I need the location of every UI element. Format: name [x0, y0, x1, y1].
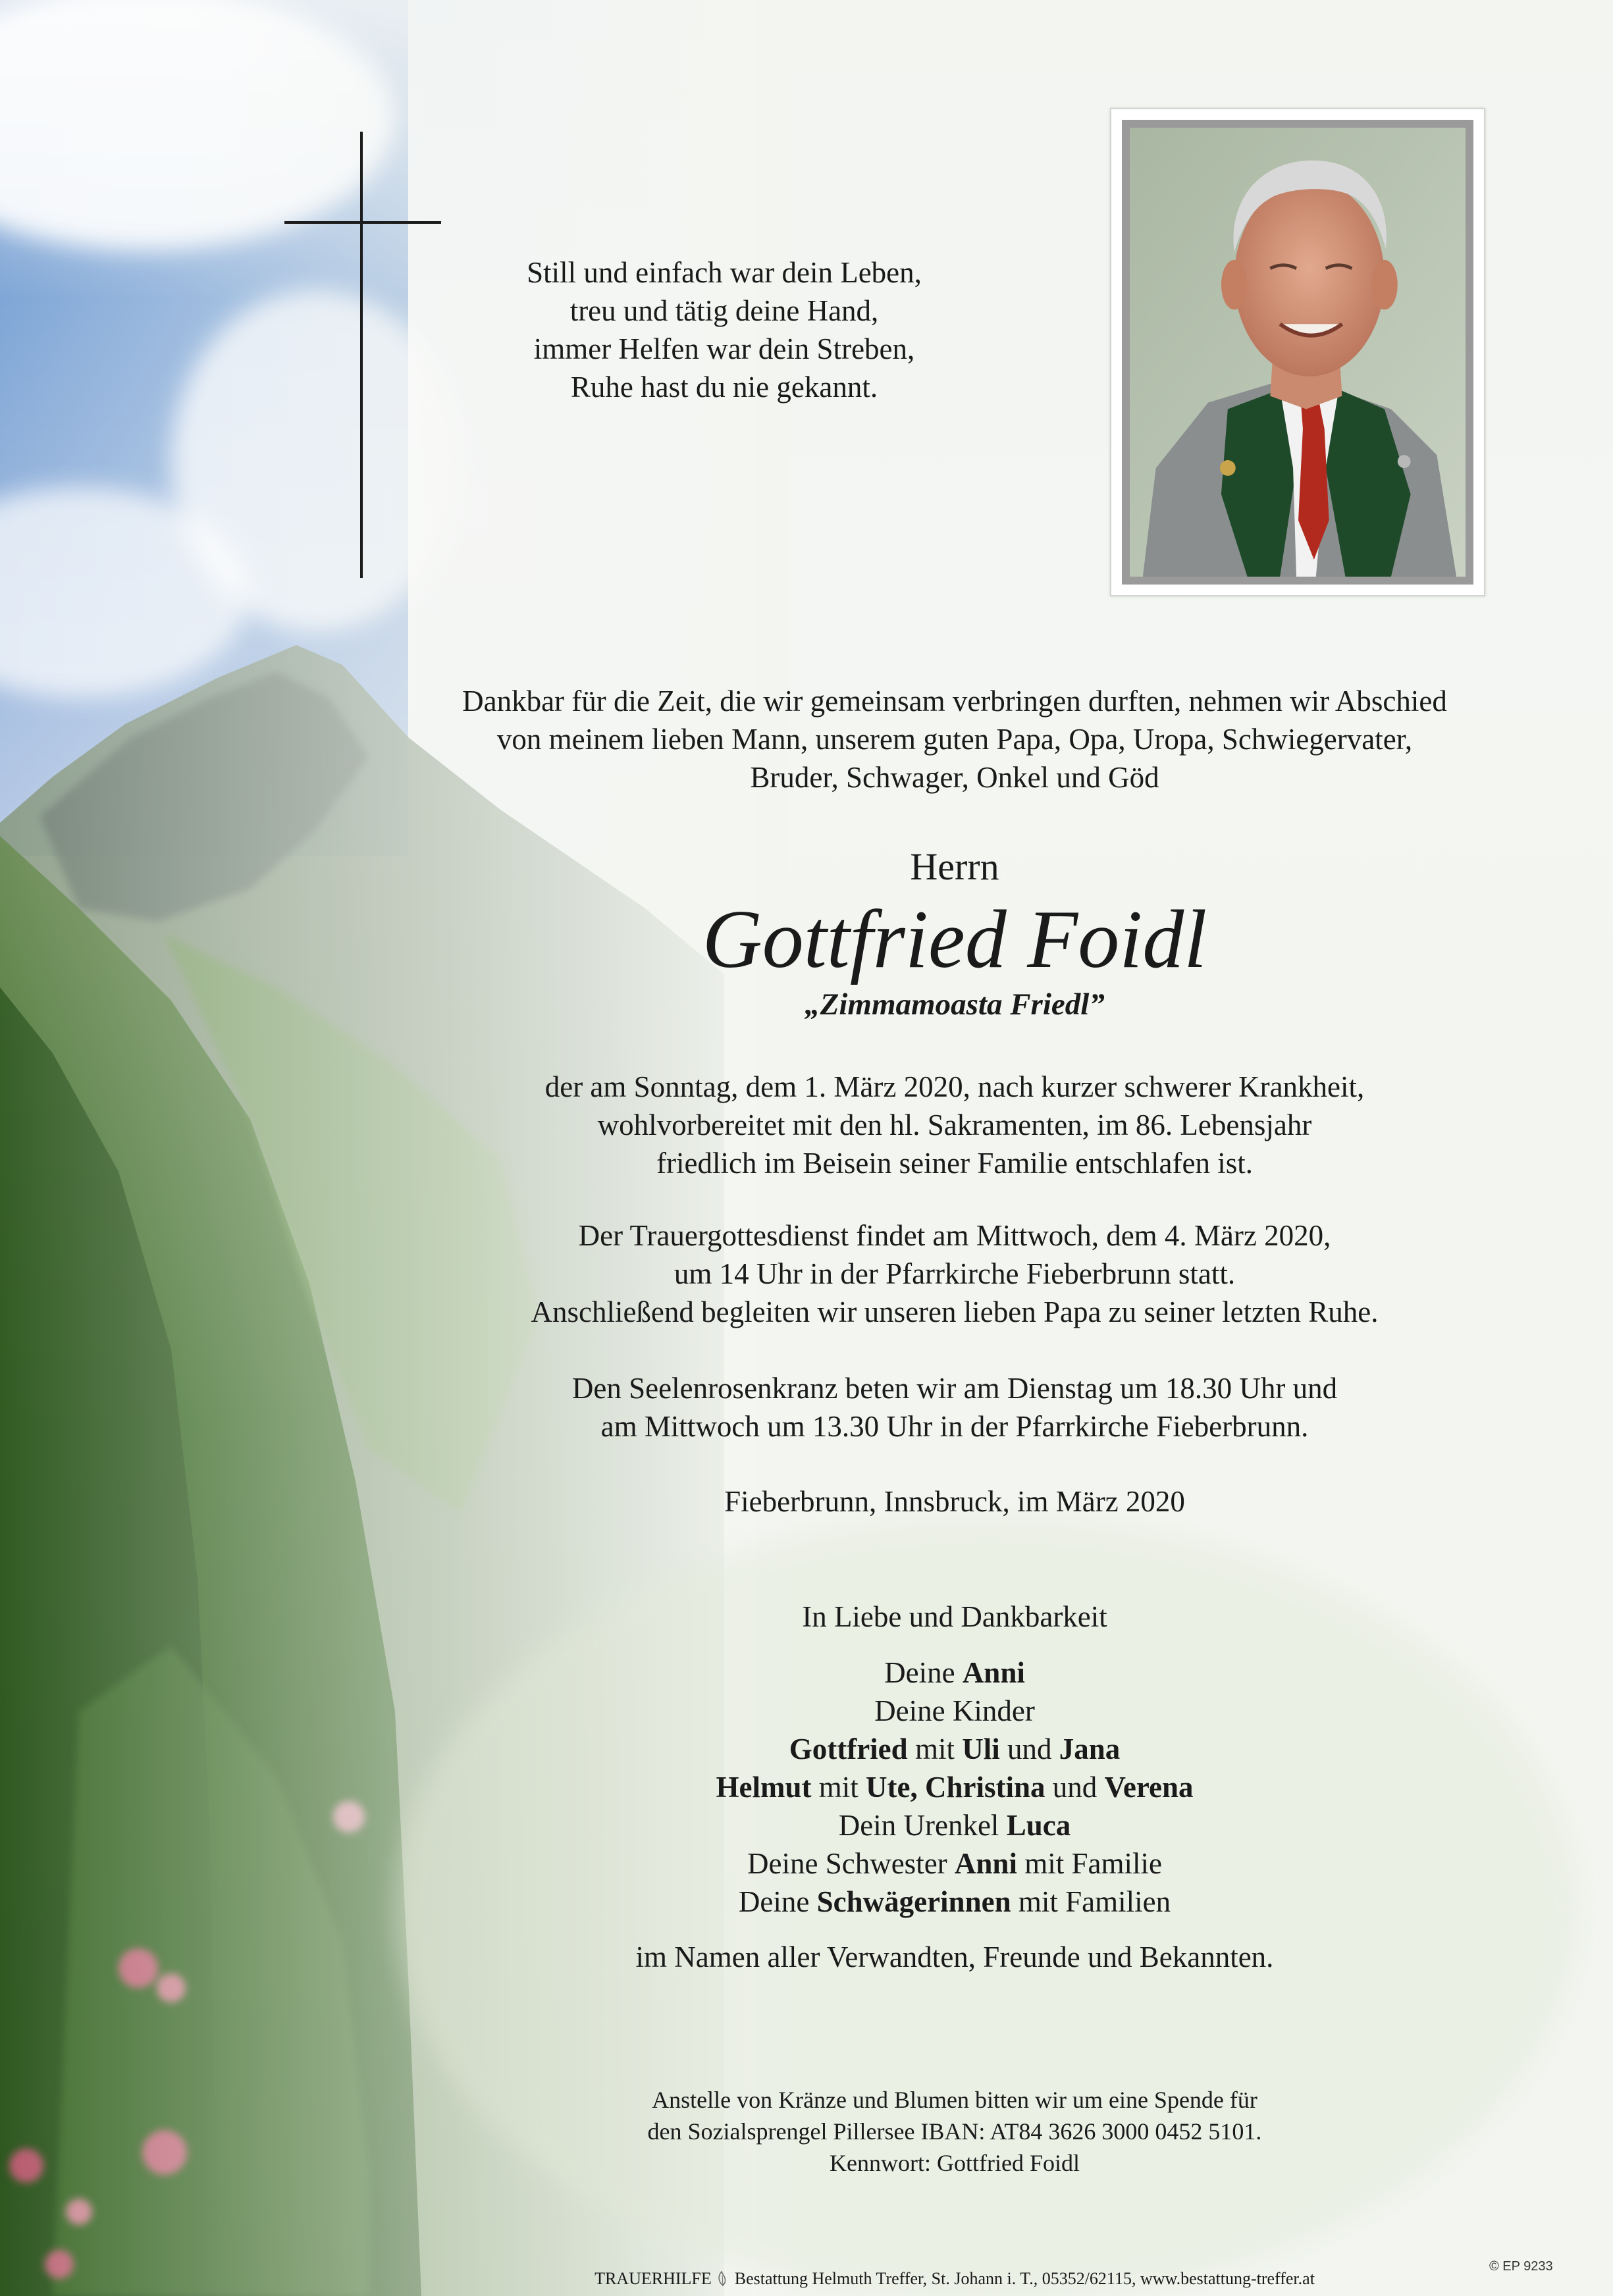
mourner-text: mit	[907, 1733, 963, 1765]
death-notice-line: wohlvorbereitet mit den hl. Sakramenten, im 86. Lebensjahr	[597, 1109, 1312, 1141]
mourner-text: und	[999, 1733, 1059, 1765]
death-notice-line: friedlich im Beisein seiner Familie entschlafen ist.	[656, 1147, 1253, 1180]
donation-line: Anstelle von Kränze und Blumen bitten wir um eine Spende für	[652, 2087, 1257, 2113]
deceased-nickname: „Zimmamoasta Friedl”	[805, 987, 1105, 1022]
intro-line: von meinem lieben Mann, unserem guten Papa, Opa, Uropa, Schwiegervater,	[496, 723, 1413, 756]
donation-line: den Sozialsprengel Pillersee IBAN: AT84 3626 3000 0452 5101.	[647, 2118, 1262, 2145]
poem-line: immer Helfen war dein Streben,	[533, 332, 915, 365]
salutation: Herrn	[910, 845, 999, 888]
funeral-home-footer	[461, 2268, 1448, 2289]
mourner-name: Anni	[962, 1656, 1025, 1689]
portrait-photo	[1130, 128, 1466, 577]
mourner-text: mit Familien	[1011, 1885, 1171, 1918]
poem-line: Still und einfach war dein Leben,	[527, 256, 922, 289]
mourner-name: Uli	[962, 1733, 1000, 1765]
portrait-illustration	[1130, 128, 1466, 577]
mourner-children-heading: Deine Kinder	[874, 1694, 1035, 1727]
mourner-text: mit Familie	[1017, 1847, 1162, 1880]
funeral-info-line: Anschließend begleiten wir unseren lieben Papa zu seiner letzten Ruhe.	[531, 1295, 1379, 1328]
mourner-name: Helmut	[716, 1771, 812, 1804]
mourner-wife	[461, 1654, 1448, 1692]
cross-vertical-bar	[360, 132, 363, 578]
footer-contact: Bestattung Helmuth Treffer, St. Johann i. T., 05352/62115, www.bestattung-treffer.at	[734, 2269, 1315, 2288]
portrait-mat	[1122, 120, 1473, 585]
cross-horizontal-bar	[284, 221, 441, 224]
mourner-name: Ute, Christina	[866, 1771, 1045, 1804]
intro-line: Bruder, Schwager, Onkel und Göd	[750, 761, 1159, 794]
mourner-sister	[461, 1844, 1448, 1883]
funeral-info-line: um 14 Uhr in der Pfarrkirche Fieberbrunn statt.	[674, 1257, 1236, 1290]
mourner-text: und	[1045, 1771, 1105, 1804]
rosary-info	[329, 1369, 1580, 1446]
in-love-line: In Liebe und Dankbarkeit	[802, 1600, 1107, 1633]
intro-line: Dankbar für die Zeit, die wir gemeinsam verbringen durften, nehmen wir Abschied	[462, 685, 1447, 718]
funeral-info	[329, 1216, 1580, 1331]
footer-brand: TRAUERHILFE	[595, 2269, 712, 2288]
mourner-name: Anni	[954, 1847, 1017, 1880]
poem-line: treu und tätig deine Hand,	[569, 294, 879, 327]
leaf-icon	[716, 2270, 730, 2287]
mourner-text: Deine	[884, 1656, 963, 1689]
mourner-name: Jana	[1059, 1733, 1121, 1765]
mourners-list	[461, 1654, 1448, 1921]
funeral-info-line: Der Trauergottesdienst findet am Mittwoch, dem 4. März 2020,	[578, 1219, 1331, 1252]
portrait-frame	[1110, 108, 1485, 596]
mourner-text: Dein Urenkel	[838, 1809, 1007, 1842]
donation-line: Kennwort: Gottfried Foidl	[830, 2150, 1080, 2176]
mourner-text: mit	[811, 1771, 866, 1804]
print-code: © EP 9233	[1489, 2259, 1553, 2274]
mourner-greatgrandchild	[461, 1806, 1448, 1844]
death-notice	[329, 1068, 1580, 1182]
deceased-name: Gottfried Foidl	[702, 894, 1207, 985]
place-date: Fieberbrunn, Innsbruck, im März 2020	[724, 1485, 1185, 1518]
closing-line: im Namen aller Verwandten, Freunde und Bekannten.	[635, 1941, 1274, 1973]
mourner-name: Gottfried	[789, 1733, 908, 1765]
mourner-inlaws	[461, 1883, 1448, 1921]
mourner-text: Deine Schwester	[747, 1847, 955, 1880]
mourner-name: Luca	[1006, 1809, 1071, 1842]
mourner-child-1	[461, 1730, 1448, 1768]
mourner-text: Deine	[738, 1885, 817, 1918]
mourner-name: Verena	[1104, 1771, 1194, 1804]
poem-line: Ruhe hast du nie gekannt.	[570, 371, 878, 404]
mourner-name: Schwägerinnen	[816, 1885, 1011, 1918]
mourner-child-2	[461, 1768, 1448, 1806]
memorial-poem	[435, 253, 1014, 406]
rosary-info-line: Den Seelenrosenkranz beten wir am Dienstag um 18.30 Uhr und	[571, 1372, 1338, 1405]
death-notice-line: der am Sonntag, dem 1. März 2020, nach kurzer schwerer Krankheit,	[544, 1070, 1365, 1103]
farewell-intro	[329, 682, 1580, 796]
donation-note	[461, 2084, 1448, 2179]
rosary-info-line: am Mittwoch um 13.30 Uhr in der Pfarrkirche Fieberbrunn.	[600, 1410, 1309, 1443]
